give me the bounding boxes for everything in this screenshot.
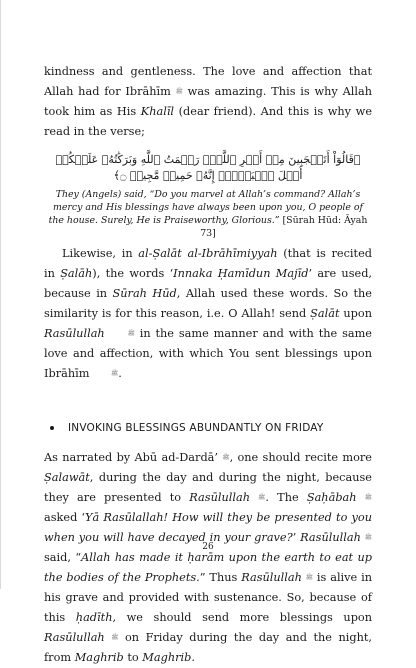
term: Ṣalāt (310, 307, 340, 320)
arabic-verse: ﴿قَالُوٓاْ أَتَعۡجَبِينَ مِنۡ أَمۡرِ ٱللَّهِۖ رَحۡمَتُ ٱللَّهِ وَبَرَكَٰتُهُۥ عَلَيۡكُمۡ أَهۡلَ ٱلۡبَيۡتِۚ إِنَّهُۥ حَمِيدٞ مَّجِيدٞ ۝﴾ (55, 153, 361, 182)
text-run: ’ are used, because in (44, 267, 373, 300)
text-run: , during the day and during the night, because they are presented to (44, 471, 372, 504)
honorific-glyph: ﷺ (111, 370, 119, 377)
term: Innaka Ḥamīdun Majīd (173, 267, 309, 280)
verse-translation (44, 188, 372, 240)
page-number: 26 (202, 542, 214, 552)
bullet-icon (50, 426, 54, 430)
text-run: (dear friend). And this is why we read in the verse; (44, 105, 373, 138)
text-run: asked ‘ (44, 511, 86, 524)
text-run: As narrated by Abū ad-Dardā’ (44, 451, 223, 464)
text-run: upon (339, 307, 372, 320)
term: Ṣalawāt (44, 471, 90, 484)
term: Rasūlullah (44, 327, 105, 340)
verse-reference: [Sūrah Hūd: Āyah 73] (200, 215, 368, 239)
honorific-glyph: ﷺ (222, 454, 230, 461)
book-page (44, 62, 372, 668)
term: Rasūlullah (241, 571, 302, 584)
term: Rasūlullah (44, 631, 105, 644)
text-run: . (191, 651, 195, 664)
honorific-glyph: ﷺ (111, 634, 119, 641)
honorific-glyph: ﷺ (305, 574, 314, 581)
text-run: is alive in his grave and provided with sustenance. So, because of this (44, 571, 373, 624)
honorific-glyph: ﷺ (127, 330, 135, 337)
honorific-glyph: ﷺ (258, 494, 266, 501)
section-heading (44, 422, 372, 434)
text-run: ), the words ‘ (92, 267, 174, 280)
text-run: Likewise, in (62, 247, 139, 260)
text-run: to (123, 651, 143, 664)
text-run: . The (265, 491, 307, 504)
paragraph-2 (44, 244, 372, 384)
text-run: said, “ (44, 551, 82, 564)
term: Rasūlullah (300, 531, 361, 544)
paragraph-3 (44, 448, 372, 668)
text-run: ” Thus (199, 571, 242, 584)
quoted-question: Yā Rasūlallah! How will they be presented to you when you will have decayed in your grave? (44, 511, 372, 544)
text-run: , Allah used these words. So the similarity is for this reason, i.e. O Allah! send (44, 287, 372, 320)
text-run: , we should send more blessings upon (112, 611, 372, 624)
text-run: . (118, 367, 122, 380)
text-run: in the same manner and with the same love and affection, with which You sent blessings upon Ibrāhīm (44, 327, 372, 380)
text-run: was amazing. This is why Allah took him as His (44, 85, 372, 118)
term: al-Ṣalāt al-Ibrāhīmiyyah (138, 247, 278, 260)
term: Maghrib (142, 651, 192, 664)
honorific-glyph: ﷺ (364, 494, 372, 501)
term: Ṣalāh (60, 267, 93, 280)
page-edge-rule (0, 0, 1, 589)
honorific-glyph: ﷺ (175, 88, 183, 95)
quoted-answer: Allah has made it ḥarām upon the earth to eat up the bodies of the Prophets. (44, 551, 372, 584)
term: Rasūlullah (189, 491, 250, 504)
term-khalil: Khalīl (140, 105, 175, 118)
term: Ṣaḥābah (306, 491, 357, 504)
translation-text: They (Angels) said, “Do you marvel at Allah’s command? Allah’s mercy and His blessings have always been upon you, O people of the house. Surely, He is Praiseworthy, Glorious.” (48, 189, 364, 226)
text-run: on Friday during the day and the night, from (44, 631, 372, 664)
paragraph-1 (44, 62, 372, 142)
text-run: (that is recited in (44, 247, 372, 280)
term: Sūrah Hūd (112, 287, 177, 300)
term: ḥadīth (75, 611, 113, 624)
text-run: ’ (292, 531, 301, 544)
section-heading-text: INVOKING BLESSINGS ABUNDANTLY ON FRIDAY (68, 422, 324, 434)
text-run: kindness and gentleness. The love and affection that Allah had for Ibrāhīm (44, 65, 372, 98)
honorific-glyph: ﷺ (364, 534, 373, 541)
term: Maghrib (74, 651, 124, 664)
text-run: , one should recite more (229, 451, 372, 464)
